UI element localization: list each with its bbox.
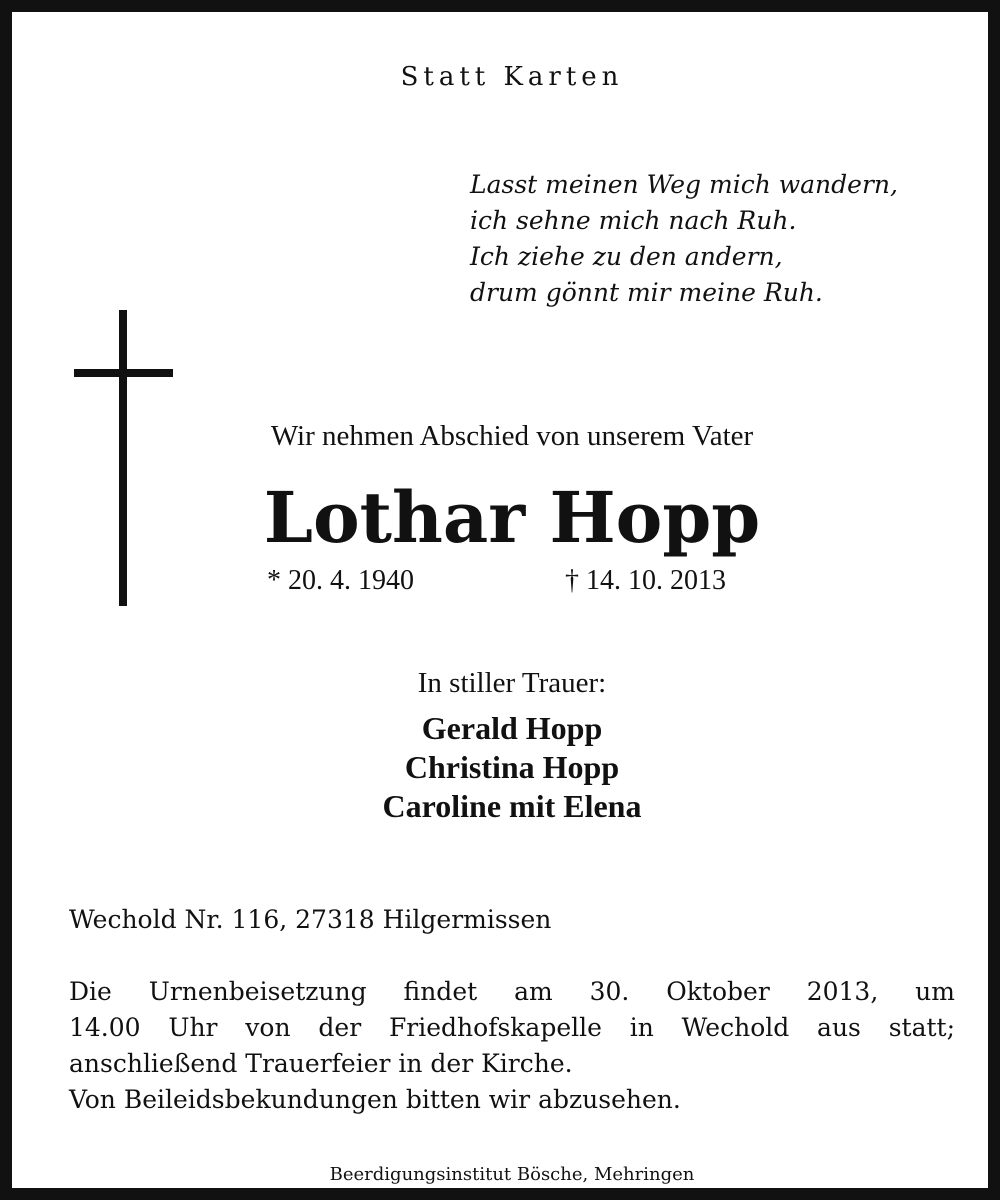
burial-info [69, 974, 955, 1082]
verse-line: ich sehne mich nach Ruh. [470, 206, 797, 235]
burial-line: anschließend Trauerfeier in der Kirche. [69, 1049, 573, 1078]
verse-line: Lasst meinen Weg mich wandern, [470, 170, 898, 199]
deceased-name: Lothar Hopp [263, 476, 761, 559]
mourners-list [12, 709, 1000, 826]
mourner-name: Caroline mit Elena [382, 788, 642, 824]
death-date: † 14. 10. 2013 [565, 565, 726, 596]
verse-block [470, 167, 898, 311]
farewell-intro: Wir nehmen Abschied von unserem Vater [270, 420, 754, 452]
mourner-name: Christina Hopp [404, 749, 620, 785]
address: Wechold Nr. 116, 27318 Hilgermissen [69, 905, 552, 934]
mourner-name: Gerald Hopp [421, 710, 603, 746]
burial-line: 14.00 Uhr von der Friedhofskapelle in Wechold aus statt; [69, 1013, 955, 1042]
cross-icon-bar [74, 369, 173, 377]
verse-line: drum gönnt mir meine Ruh. [470, 278, 823, 307]
funeral-home: Beerdigungsinstitut Bösche, Mehringen [329, 1164, 695, 1185]
burial-line: Die Urnenbeisetzung findet am 30. Oktober 2013, um [69, 977, 955, 1006]
mourning-label: In stiller Trauer: [417, 667, 607, 699]
notice-header: Statt Karten [400, 62, 624, 92]
condolence-note: Von Beileidsbekundungen bitten wir abzusehen. [69, 1085, 681, 1114]
birth-date: * 20. 4. 1940 [267, 565, 414, 596]
verse-line: Ich ziehe zu den andern, [470, 242, 783, 271]
cross-icon [119, 310, 127, 606]
